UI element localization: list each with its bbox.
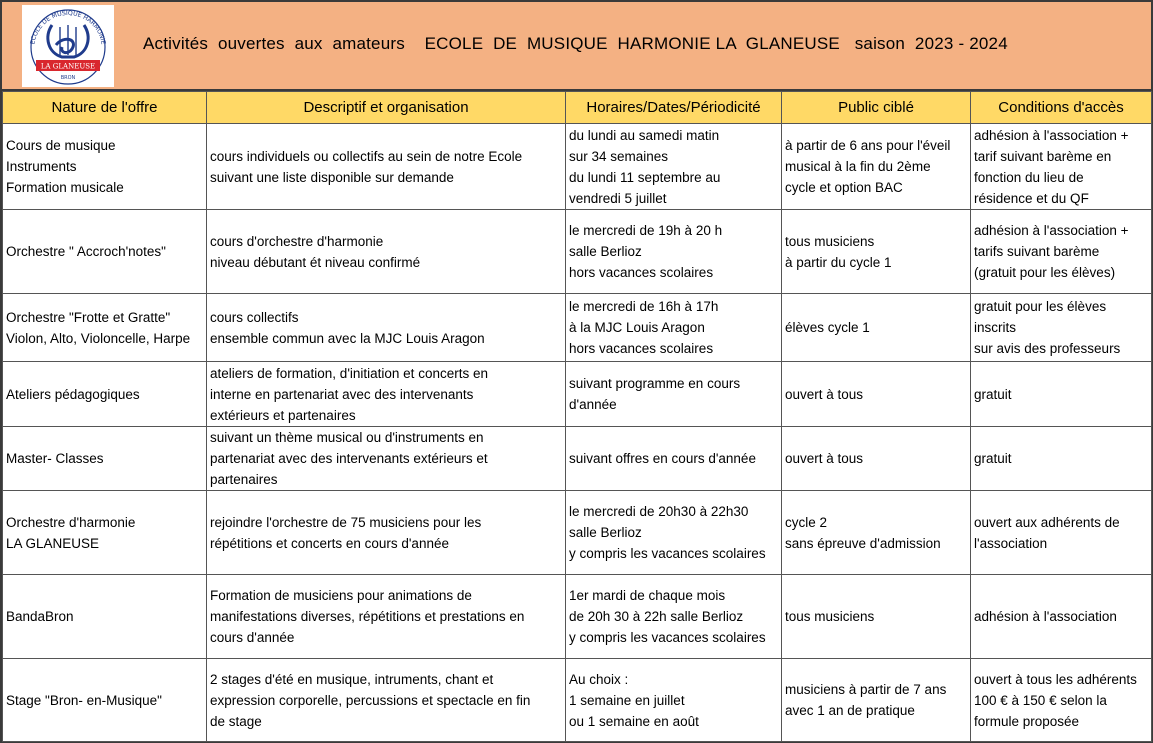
page-title: Activités ouvertes aux amateurs ECOLE DE MUSIQUE HARMONIE LA GLANEUSE saison 2023 - 2024 <box>143 34 1008 53</box>
cell-public <box>782 427 971 491</box>
cell-public <box>782 659 971 742</box>
cell-conditions <box>971 575 1152 659</box>
cell-line: Orchestre " Accroch'notes" <box>6 244 166 259</box>
cell-line: (gratuit pour les élèves) <box>974 265 1116 280</box>
cell-line: résidence et du QF <box>974 190 1089 206</box>
cell-line: hors vacances scolaires <box>569 265 714 280</box>
cell-line: fonction du lieu de <box>974 169 1084 185</box>
cell-line: partenaires <box>210 472 278 487</box>
cell-line: 1er mardi de chaque mois <box>569 588 726 603</box>
cell-line: adhésion à l'association <box>974 609 1117 624</box>
table-row <box>3 427 1152 491</box>
cell-horaires <box>566 659 782 742</box>
cell-descriptif <box>207 124 566 210</box>
cell-horaires <box>566 575 782 659</box>
logo-arc-text: ECOLE DE MUSIQUE HARMONIE <box>29 9 107 45</box>
cell-nature <box>3 210 207 294</box>
cell-nature <box>3 491 207 575</box>
cell-public <box>782 210 971 294</box>
cell-line: cours collectifs <box>210 309 299 325</box>
column-header-nature: Nature de l'offre <box>3 92 207 124</box>
cell-horaires <box>566 294 782 362</box>
cell-line: suivant programme en cours <box>569 376 741 391</box>
cell-line: Cours de musique <box>6 138 116 153</box>
column-header-horaires: Horaires/Dates/Périodicité <box>566 92 782 124</box>
cell-line: répétitions et concerts en cours d'année <box>210 535 449 551</box>
cell-line: inscrits <box>974 320 1017 335</box>
table-row <box>3 491 1152 575</box>
table-row <box>3 362 1152 427</box>
cell-line: ouvert aux adhérents de <box>974 514 1120 530</box>
cell-public <box>782 294 971 362</box>
cell-line: gratuit <box>974 386 1012 402</box>
cell-line: Stage "Bron- en-Musique" <box>6 692 162 708</box>
cell-nature <box>3 362 207 427</box>
cell-line: vendredi 5 juillet <box>569 190 667 206</box>
cell-line: sans épreuve d'admission <box>785 535 941 551</box>
cell-descriptif <box>207 362 566 427</box>
cell-line: partenariat avec des intervenants extérieurs et <box>210 451 488 466</box>
cell-line: 100 € à 150 € selon la <box>974 692 1107 708</box>
cell-line: Violon, Alto, Violoncelle, Harpe <box>6 330 191 346</box>
cell-line: manifestations diverses, répétitions et prestations en <box>210 609 525 624</box>
cell-conditions <box>971 491 1152 575</box>
cell-line: de 20h 30 à 22h salle Berlioz <box>569 609 744 624</box>
cell-line: cours d'orchestre d'harmonie <box>210 233 384 249</box>
cell-line: LA GLANEUSE <box>6 535 100 551</box>
cell-line: suivant offres en cours d'année <box>569 451 756 466</box>
cell-line: tarif suivant barème en <box>974 148 1112 164</box>
cell-line: à la MJC Louis Aragon <box>569 320 705 335</box>
cell-horaires <box>566 362 782 427</box>
cell-line: ouvert à tous <box>785 386 864 402</box>
cell-line: rejoindre l'orchestre de 75 musiciens pour les <box>210 514 482 530</box>
header-banner <box>2 2 1151 91</box>
cell-descriptif <box>207 659 566 742</box>
table-header-row <box>3 92 1152 124</box>
cell-line: tous musiciens <box>785 609 875 624</box>
cell-line: hors vacances scolaires <box>569 341 714 356</box>
cell-line: Instruments <box>6 159 77 174</box>
cell-line: Orchestre d'harmonie <box>6 514 136 530</box>
cell-line: extérieurs et partenaires <box>210 407 356 423</box>
cell-line: salle Berlioz <box>569 525 642 540</box>
cell-line: y compris les vacances scolaires <box>569 546 766 561</box>
cell-descriptif <box>207 427 566 491</box>
cell-line: ouvert à tous <box>785 451 864 466</box>
cell-conditions <box>971 124 1152 210</box>
cell-line: musiciens à partir de 7 ans <box>785 682 947 697</box>
cell-line: 2 stages d'été en musique, intruments, chant et <box>210 671 494 687</box>
cell-descriptif <box>207 210 566 294</box>
cell-line: du lundi au samedi matin <box>569 127 720 143</box>
column-header-descriptif: Descriptif et organisation <box>207 92 566 124</box>
cell-line: Orchestre "Frotte et Gratte" <box>6 309 171 325</box>
cell-line: d'année <box>569 397 617 412</box>
cell-descriptif <box>207 294 566 362</box>
cell-line: le mercredi de 20h30 à 22h30 <box>569 504 749 519</box>
cell-line: élèves cycle 1 <box>785 320 870 335</box>
logo-band-text: LA GLANEUSE <box>40 62 96 71</box>
school-logo <box>22 5 114 87</box>
cell-line: cycle 2 <box>785 514 828 530</box>
logo-bottom-text: BRON <box>60 75 76 81</box>
cell-line: ou 1 semaine en août <box>569 713 699 729</box>
cell-line: de stage <box>210 713 262 729</box>
cell-line: cours individuels ou collectifs au sein de notre Ecole <box>210 148 523 164</box>
cell-line: Master- Classes <box>6 451 104 466</box>
cell-line: niveau débutant ét niveau confirmé <box>210 254 421 270</box>
cell-line: suivant un thème musical ou d'instruments en <box>210 430 484 445</box>
cell-line: avec 1 an de pratique <box>785 703 915 718</box>
activities-table <box>2 91 1152 742</box>
cell-line: sur avis des professeurs <box>974 341 1121 356</box>
cell-line: adhésion à l'association + <box>974 223 1129 238</box>
cell-nature <box>3 659 207 742</box>
cell-horaires <box>566 210 782 294</box>
cell-line: tarifs suivant barème <box>974 244 1100 259</box>
cell-line: suivant une liste disponible sur demande <box>210 169 454 185</box>
cell-conditions <box>971 427 1152 491</box>
table-row <box>3 575 1152 659</box>
cell-nature <box>3 124 207 210</box>
cell-line: le mercredi de 16h à 17h <box>569 299 719 314</box>
cell-line: gratuit <box>974 451 1012 466</box>
cell-line: à partir du cycle 1 <box>785 254 892 270</box>
table-row <box>3 124 1152 210</box>
cell-descriptif <box>207 491 566 575</box>
cell-line: ensemble commun avec la MJC Louis Aragon <box>210 330 485 346</box>
cell-horaires <box>566 491 782 575</box>
cell-line: salle Berlioz <box>569 244 642 259</box>
cell-line: adhésion à l'association + <box>974 127 1129 143</box>
cell-public <box>782 575 971 659</box>
cell-line: y compris les vacances scolaires <box>569 630 766 645</box>
cell-line: gratuit pour les élèves <box>974 299 1107 314</box>
table-row <box>3 210 1152 294</box>
cell-line: le mercredi de 19h à 20 h <box>569 223 723 238</box>
cell-conditions <box>971 294 1152 362</box>
cell-line: sur 34 semaines <box>569 148 669 164</box>
cell-public <box>782 362 971 427</box>
cell-line: ateliers de formation, d'initiation et concerts en <box>210 365 488 381</box>
cell-horaires <box>566 427 782 491</box>
cell-line: ouvert à tous les adhérents <box>974 671 1137 687</box>
column-header-public: Public ciblé <box>782 92 971 124</box>
cell-line: cycle et option BAC <box>785 180 903 195</box>
column-header-conditions: Conditions d'accès <box>971 92 1152 124</box>
cell-line: formule proposée <box>974 713 1080 729</box>
cell-public <box>782 491 971 575</box>
cell-line: du lundi 11 septembre au <box>569 169 721 185</box>
cell-line: Au choix : <box>569 671 629 687</box>
cell-line: expression corporelle, percussions et spectacle en fin <box>210 692 531 708</box>
cell-line: interne en partenariat avec des intervenants <box>210 386 474 402</box>
cell-line: tous musiciens <box>785 233 875 249</box>
cell-nature <box>3 427 207 491</box>
cell-line: cours d'année <box>210 630 295 645</box>
cell-line: musical à la fin du 2ème <box>785 159 931 174</box>
table-row <box>3 294 1152 362</box>
table-row <box>3 659 1152 742</box>
cell-public <box>782 124 971 210</box>
cell-line: Formation musicale <box>6 180 124 195</box>
cell-conditions <box>971 210 1152 294</box>
cell-line: 1 semaine en juillet <box>569 692 685 708</box>
cell-nature <box>3 575 207 659</box>
cell-line: BandaBron <box>6 609 74 624</box>
cell-conditions <box>971 659 1152 742</box>
cell-horaires <box>566 124 782 210</box>
cell-nature <box>3 294 207 362</box>
cell-descriptif <box>207 575 566 659</box>
cell-line: l'association <box>974 535 1048 551</box>
cell-line: Ateliers pédagogiques <box>6 386 140 402</box>
cell-conditions <box>971 362 1152 427</box>
cell-line: à partir de 6 ans pour l'éveil <box>785 138 951 153</box>
cell-line: Formation de musiciens pour animations de <box>210 588 472 603</box>
